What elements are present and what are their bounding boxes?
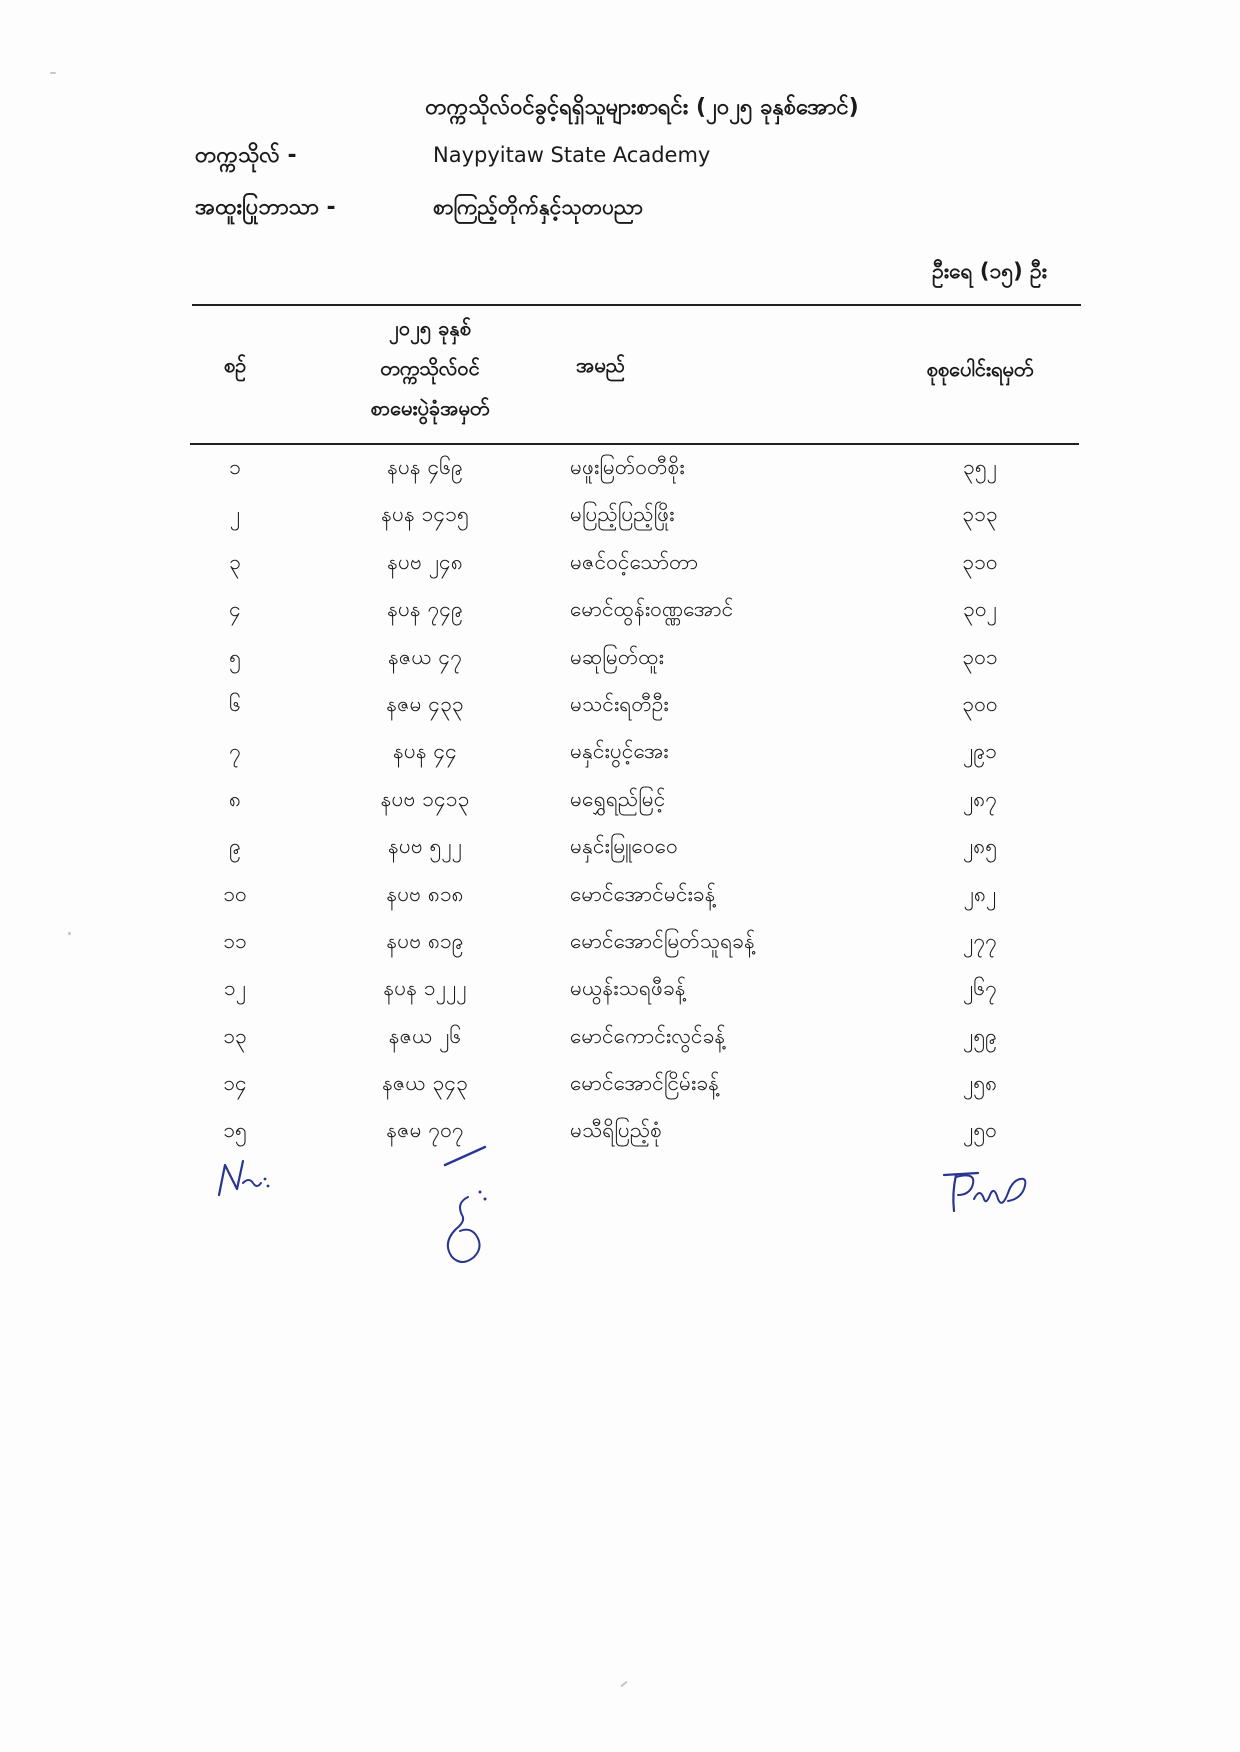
cell-serial-no: ၁၀ bbox=[223, 881, 247, 906]
table-row bbox=[0, 726, 1240, 773]
cell-exam-number: နပဗ ၂၄၈ bbox=[387, 549, 463, 574]
header-name: အမည် bbox=[576, 353, 626, 377]
table-row bbox=[0, 1058, 1240, 1105]
cell-exam-number: နပဗ ၁၄၁၃ bbox=[380, 786, 470, 811]
academy-value: Naypyitaw State Academy bbox=[433, 143, 711, 167]
cell-name: မနှင်းပွင့်အေး bbox=[570, 739, 669, 764]
cell-serial-no: ၃ bbox=[229, 549, 241, 574]
table-top-rule bbox=[192, 304, 1081, 306]
table-row bbox=[0, 679, 1240, 726]
table-row bbox=[0, 632, 1240, 679]
signature-2 bbox=[430, 1145, 510, 1265]
header-serial-no: စဉ် bbox=[223, 353, 247, 377]
table-row bbox=[0, 963, 1240, 1010]
cell-total-marks: ၃၁၀ bbox=[962, 549, 998, 574]
cell-name: မဇင်ဝင့်သော်တာ bbox=[570, 549, 699, 574]
cell-exam-number: နဇမ ၇၀၇ bbox=[386, 1118, 464, 1143]
cell-total-marks: ၂၅၀ bbox=[963, 1118, 997, 1143]
cell-total-marks: ၂၉၁ bbox=[963, 739, 997, 764]
table-row bbox=[0, 537, 1240, 584]
header-total-marks: စုစုပေါင်းရမှတ် bbox=[926, 357, 1034, 381]
table-row bbox=[0, 489, 1240, 536]
cell-serial-no: ၁၃ bbox=[223, 1023, 247, 1048]
scan-speck bbox=[50, 72, 56, 74]
cell-serial-no: ၄ bbox=[229, 597, 241, 622]
cell-exam-number: နပန ၄၆၉ bbox=[387, 455, 463, 479]
table-row bbox=[0, 916, 1240, 963]
cell-exam-number: နပန ၄၄ bbox=[392, 739, 457, 764]
major-value: စာကြည့်တိုက်နှင့်သုတပညာ bbox=[433, 195, 643, 219]
cell-serial-no: ၁၄ bbox=[223, 1071, 247, 1096]
scan-speck bbox=[620, 1681, 627, 1688]
header-exam-line-2: တက္ကသိုလ်ဝင် bbox=[380, 356, 480, 380]
table-row bbox=[0, 821, 1240, 868]
academy-label: တက္ကသိုလ် - bbox=[195, 143, 297, 168]
cell-exam-number: နဇယ ၄၇ bbox=[387, 644, 463, 669]
cell-serial-no: ၉ bbox=[229, 834, 241, 859]
header-exam-line-3: စာမေးပွဲခုံအမှတ် bbox=[370, 396, 490, 420]
cell-name: မဆုမြတ်ထူး bbox=[570, 644, 664, 669]
cell-serial-no: ၁၁ bbox=[223, 928, 247, 953]
cell-total-marks: ၂၈၂ bbox=[963, 881, 997, 906]
cell-name: မသင်းရတီဦး bbox=[570, 691, 669, 716]
cell-total-marks: ၂၇၇ bbox=[963, 928, 997, 953]
signature-1 bbox=[213, 1155, 283, 1205]
major-row bbox=[195, 192, 643, 225]
table-body bbox=[0, 442, 1240, 1153]
cell-exam-number: နပန ၁၄၁၅ bbox=[381, 502, 469, 527]
scan-speck bbox=[68, 932, 71, 935]
table-row bbox=[0, 774, 1240, 821]
header-exam-number bbox=[320, 308, 540, 428]
cell-total-marks: ၃၀၂ bbox=[963, 597, 997, 622]
cell-exam-number: နပန ၁၂၂၂ bbox=[383, 976, 467, 1001]
cell-serial-no: ၆ bbox=[229, 691, 241, 716]
table-row bbox=[0, 1011, 1240, 1058]
cell-exam-number: နပဗ ၈၁၈ bbox=[386, 881, 464, 906]
cell-total-marks: ၂၈၇ bbox=[962, 786, 998, 811]
cell-serial-no: ၁၂ bbox=[223, 976, 247, 1001]
header-exam-line-1: ၂၀၂၅ ခုနှစ် bbox=[389, 316, 471, 340]
cell-name: မဖူးမြတ်ဝတီစိုး bbox=[570, 455, 685, 479]
table-row bbox=[0, 1105, 1240, 1152]
table-row bbox=[0, 442, 1240, 489]
cell-name: မသီရိပြည့်စုံ bbox=[570, 1118, 662, 1143]
cell-serial-no: ၇ bbox=[229, 739, 241, 764]
major-label: အထူးပြုဘာသာ - bbox=[195, 195, 336, 220]
cell-exam-number: နဇယ ၃၄၃ bbox=[382, 1071, 468, 1096]
cell-total-marks: ၃၅၂ bbox=[963, 455, 997, 479]
cell-name: မရွှေရည်မြင့် bbox=[570, 786, 666, 811]
cell-exam-number: နပဗ ၈၁၉ bbox=[386, 928, 464, 953]
cell-name: မောင်အောင်မြတ်သူရခန့် bbox=[570, 928, 755, 953]
student-count: ဦးရေ (၁၅) ဦး bbox=[932, 259, 1047, 283]
document-title: တက္ကသိုလ်ဝင်ခွင့်ရရှိသူများစာရင်း (၂၀၂၅ ခုနှစ်အောင်) bbox=[425, 95, 859, 120]
cell-name: မယွန်းသရဖီခန့် bbox=[570, 976, 686, 1001]
cell-total-marks: ၂၆၇ bbox=[963, 976, 997, 1001]
signature-3 bbox=[938, 1165, 1038, 1225]
cell-exam-number: နပန ၇၄၉ bbox=[387, 597, 463, 622]
cell-exam-number: နဇယ ၂၆ bbox=[388, 1023, 462, 1048]
cell-total-marks: ၂၅၈ bbox=[962, 1071, 998, 1096]
cell-total-marks: ၃၁၃ bbox=[962, 502, 998, 527]
cell-exam-number: နပဗ ၅၂၂ bbox=[388, 834, 462, 859]
cell-name: မောင်အောင်ငြိမ်းခန့် bbox=[570, 1071, 720, 1096]
cell-serial-no: ၂ bbox=[229, 502, 241, 527]
cell-exam-number: နဇမ ၄၃၃ bbox=[386, 691, 464, 716]
cell-total-marks: ၃၀၀ bbox=[962, 691, 998, 716]
cell-total-marks: ၃၀၁ bbox=[962, 644, 998, 669]
cell-name: မောင်ထွန်းဝဏ္ဏအောင် bbox=[570, 597, 734, 622]
cell-name: မောင်အောင်မင်းခန့် bbox=[570, 881, 716, 906]
cell-name: မနှင်းမြူဝေဝေ bbox=[570, 834, 678, 859]
cell-name: မပြည့်ပြည့်ဖြိုး bbox=[570, 502, 675, 527]
cell-serial-no: ၈ bbox=[229, 786, 241, 811]
cell-serial-no: ၅ bbox=[229, 644, 241, 669]
cell-total-marks: ၂၈၅ bbox=[962, 834, 998, 859]
cell-total-marks: ၂၅၉ bbox=[963, 1023, 997, 1048]
cell-name: မောင်ကောင်းလွင်ခန့် bbox=[570, 1023, 726, 1048]
table-row bbox=[0, 584, 1240, 631]
cell-serial-no: ၁၅ bbox=[223, 1118, 247, 1143]
academy-row bbox=[195, 140, 710, 173]
cell-serial-no: ၁ bbox=[229, 455, 241, 479]
table-row bbox=[0, 869, 1240, 916]
